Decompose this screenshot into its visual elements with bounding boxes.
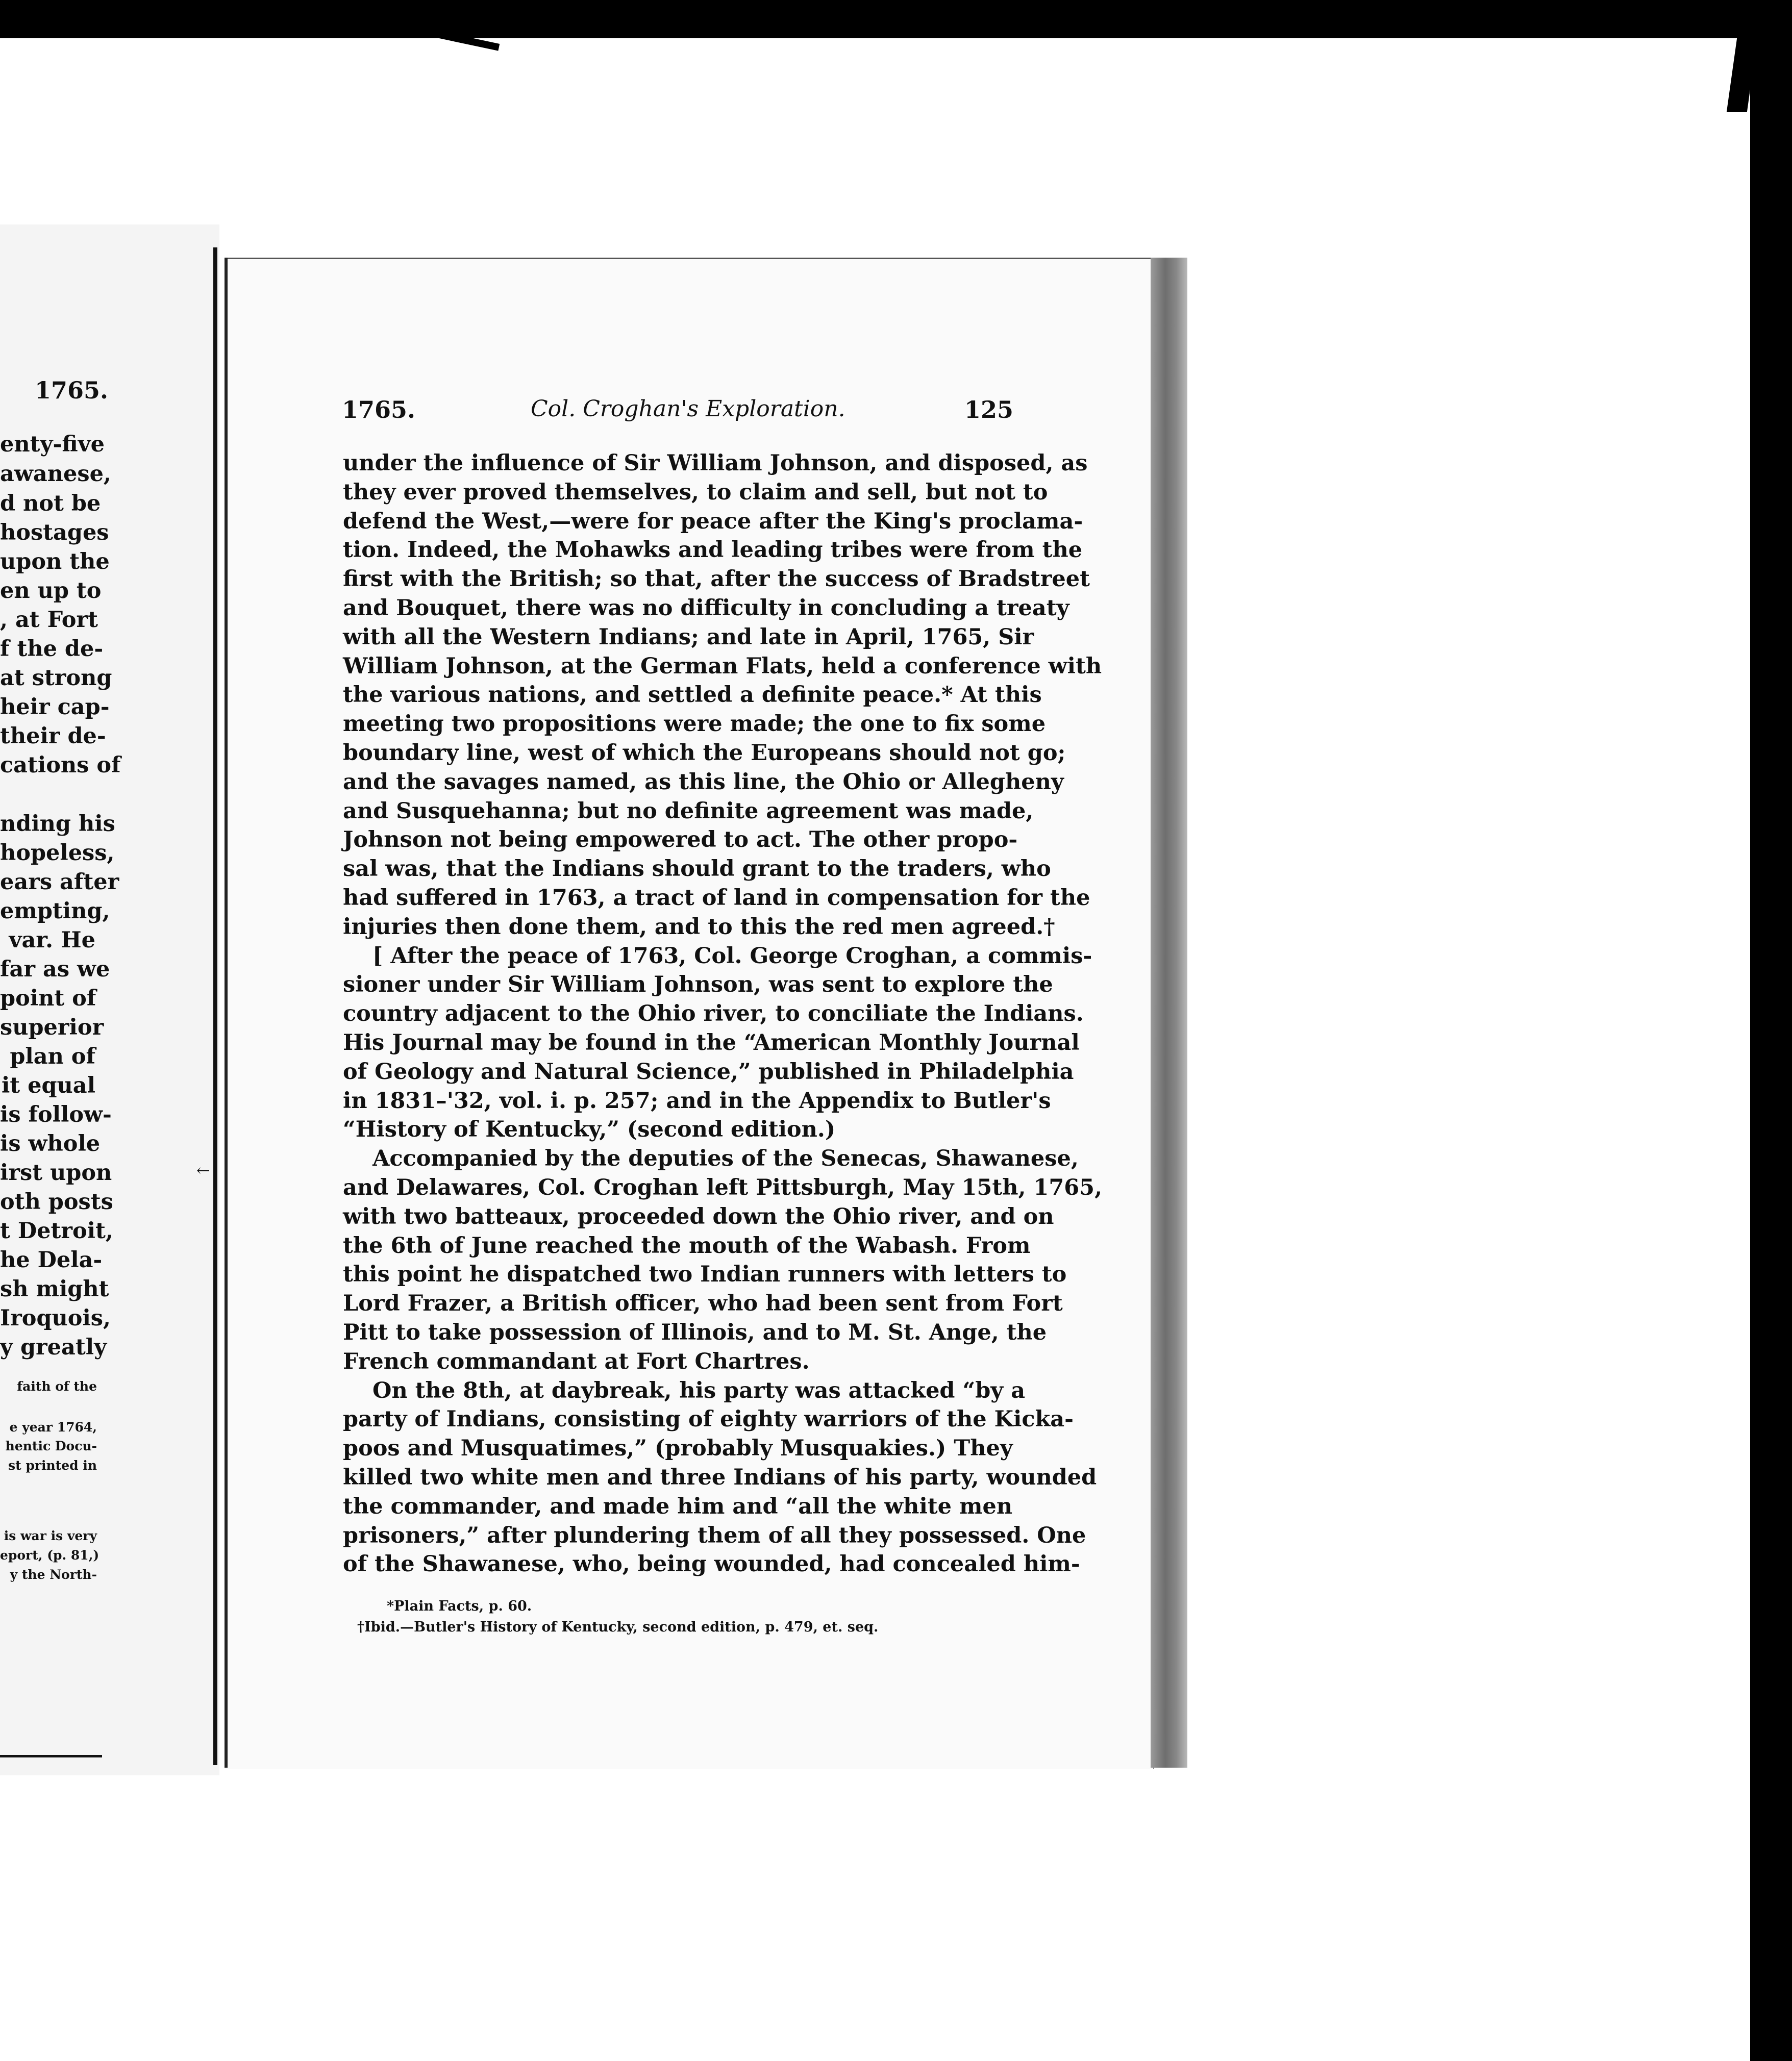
previous-page-line: cations of	[0, 752, 121, 778]
body-line: and the savages named, as this line, the Ohio or Allegheny	[343, 769, 1064, 795]
body-line: meeting two propositions were made; the one to fix some	[343, 711, 1046, 737]
previous-page-line: their de-	[0, 723, 106, 749]
previous-page-line: awanese,	[0, 461, 111, 487]
previous-page-line: , at Fort	[0, 607, 98, 633]
previous-page-line: en up to	[0, 578, 102, 604]
body-line: [ After the peace of 1763, Col. George Croghan, a commis-	[372, 943, 1092, 969]
body-line: On the 8th, at daybreak, his party was attacked “by a	[372, 1378, 1026, 1403]
running-head-title: Col. Croghan's Exploration.	[531, 396, 845, 422]
previous-page-line: empting,	[0, 898, 110, 924]
previous-page-line: f the de-	[0, 636, 104, 662]
body-line: the various nations, and settled a definite peace.* At this	[343, 682, 1042, 708]
previous-page-note-line: st printed in	[8, 1458, 97, 1473]
body-line: injuries then done them, and to this the red men agreed.†	[343, 914, 1055, 940]
body-line: with all the Western Indians; and late in April, 1765, Sir	[343, 624, 1034, 650]
previous-page-line: hopeless,	[0, 840, 115, 866]
previous-page-line: hostages	[0, 520, 109, 545]
body-line: “History of Kentucky,” (second edition.)	[343, 1117, 836, 1142]
previous-page-line: Iroquois,	[0, 1305, 111, 1331]
body-line: party of Indians, consisting of eighty warriors of the Kicka-	[343, 1406, 1074, 1432]
body-line: of the Shawanese, who, being wounded, had concealed him-	[343, 1551, 1080, 1577]
previous-page-line: he Dela-	[0, 1247, 103, 1273]
previous-page-line: heir cap-	[0, 694, 110, 720]
previous-page-header: 1765.	[34, 376, 108, 404]
previous-page-note-line: eport, (p. 81,)	[0, 1548, 99, 1563]
previous-page-line: is whole	[0, 1131, 101, 1157]
body-line: French commandant at Fort Chartres.	[343, 1349, 810, 1374]
body-line: boundary line, west of which the Europeans should not go;	[343, 740, 1066, 766]
body-line: first with the British; so that, after the success of Bradstreet	[343, 566, 1090, 592]
previous-page-line: it equal	[1, 1073, 95, 1098]
body-line: the 6th of June reached the mouth of the Wabash. From	[343, 1233, 1031, 1259]
body-line: sioner under Sir William Johnson, was sent to explore the	[343, 972, 1053, 997]
body-line: defend the West,—were for peace after the King's proclama-	[343, 509, 1083, 534]
running-head-year: 1765.	[342, 396, 416, 423]
body-line: under the influence of Sir William Johnson, and disposed, as	[343, 450, 1088, 476]
body-line: of Geology and Natural Science,” published in Philadelphia	[343, 1059, 1074, 1085]
page-gutter	[225, 258, 228, 1768]
body-line: Lord Frazer, a British officer, who had been sent from Fort	[343, 1291, 1063, 1316]
previous-page-line: oth posts	[0, 1189, 113, 1215]
previous-page-note-line: e year 1764,	[9, 1420, 97, 1435]
body-line: Accompanied by the deputies of the Senecas, Shawanese,	[372, 1146, 1079, 1171]
body-line: poos and Musquatimes,” (probably Musquakies.) They	[343, 1436, 1013, 1461]
previous-page-line: d not be	[0, 491, 101, 516]
previous-page-line: at strong	[0, 665, 112, 691]
previous-page-line: point of	[0, 986, 96, 1011]
previous-page-line: nding his	[0, 811, 115, 837]
body-line: sal was, that the Indians should grant to the traders, who	[343, 856, 1051, 882]
page-edge	[1151, 258, 1187, 1768]
body-line: killed two white men and three Indians of his party, wounded	[343, 1465, 1097, 1490]
body-line: William Johnson, at the German Flats, held a conference with	[343, 654, 1102, 679]
previous-page-line: irst upon	[0, 1160, 112, 1186]
previous-page-line: plan of	[10, 1044, 95, 1069]
body-line: and Delawares, Col. Croghan left Pittsburgh, May 15th, 1765,	[343, 1175, 1103, 1200]
previous-page-line: is follow-	[0, 1102, 112, 1127]
body-line: with two batteaux, proceeded down the Ohio river, and on	[343, 1204, 1054, 1229]
previous-page-line: enty-five	[0, 432, 105, 457]
body-line: and Bouquet, there was no difficulty in concluding a treaty	[343, 595, 1069, 621]
scan-arrow-mark: ←	[196, 1161, 210, 1180]
previous-page-note-line: hentic Docu-	[5, 1439, 97, 1453]
previous-page-line: upon the	[0, 549, 110, 574]
body-line: prisoners,” after plundering them of all they possessed. One	[343, 1523, 1086, 1548]
previous-page-line: t Detroit,	[0, 1218, 113, 1244]
previous-page-spine	[213, 247, 217, 1765]
previous-page-note-line: y the North-	[10, 1567, 97, 1582]
body-line: Pitt to take possession of Illinois, and to M. St. Ange, the	[343, 1320, 1047, 1345]
previous-page-line: var. He	[9, 927, 95, 953]
previous-page-line: sh might	[0, 1276, 109, 1302]
body-line: His Journal may be found in the “American Monthly Journal	[343, 1030, 1080, 1055]
previous-page-line: superior	[0, 1015, 104, 1040]
page-number: 125	[964, 396, 1014, 423]
body-line: this point he dispatched two Indian runners with letters to	[343, 1262, 1067, 1287]
footnote: †Ibid.—Butler's History of Kentucky, second edition, p. 479, et. seq.	[357, 1619, 879, 1635]
previous-page-note-line: is war is very	[4, 1528, 97, 1543]
body-line: the commander, and made him and “all the white men	[343, 1494, 1013, 1519]
previous-page-line: far as we	[0, 957, 110, 982]
previous-page-line: ears after	[0, 869, 119, 895]
footnote: *Plain Facts, p. 60.	[387, 1598, 532, 1614]
previous-page-rule	[0, 1755, 102, 1757]
body-line: Johnson not being empowered to act. The other propo-	[343, 827, 1018, 852]
body-line: in 1831–'32, vol. i. p. 257; and in the Appendix to Butler's	[343, 1088, 1051, 1114]
previous-page-line: y greatly	[0, 1335, 107, 1360]
body-line: had suffered in 1763, a tract of land in compensation for the	[343, 885, 1090, 911]
body-line: tion. Indeed, the Mohawks and leading tribes were from the	[343, 537, 1083, 563]
body-line: they ever proved themselves, to claim and sell, but not to	[343, 480, 1048, 505]
body-line: and Susquehanna; but no definite agreement was made,	[343, 798, 1034, 824]
body-line: country adjacent to the Ohio river, to conciliate the Indians.	[343, 1001, 1084, 1026]
previous-page-note-line: faith of the	[17, 1379, 97, 1394]
